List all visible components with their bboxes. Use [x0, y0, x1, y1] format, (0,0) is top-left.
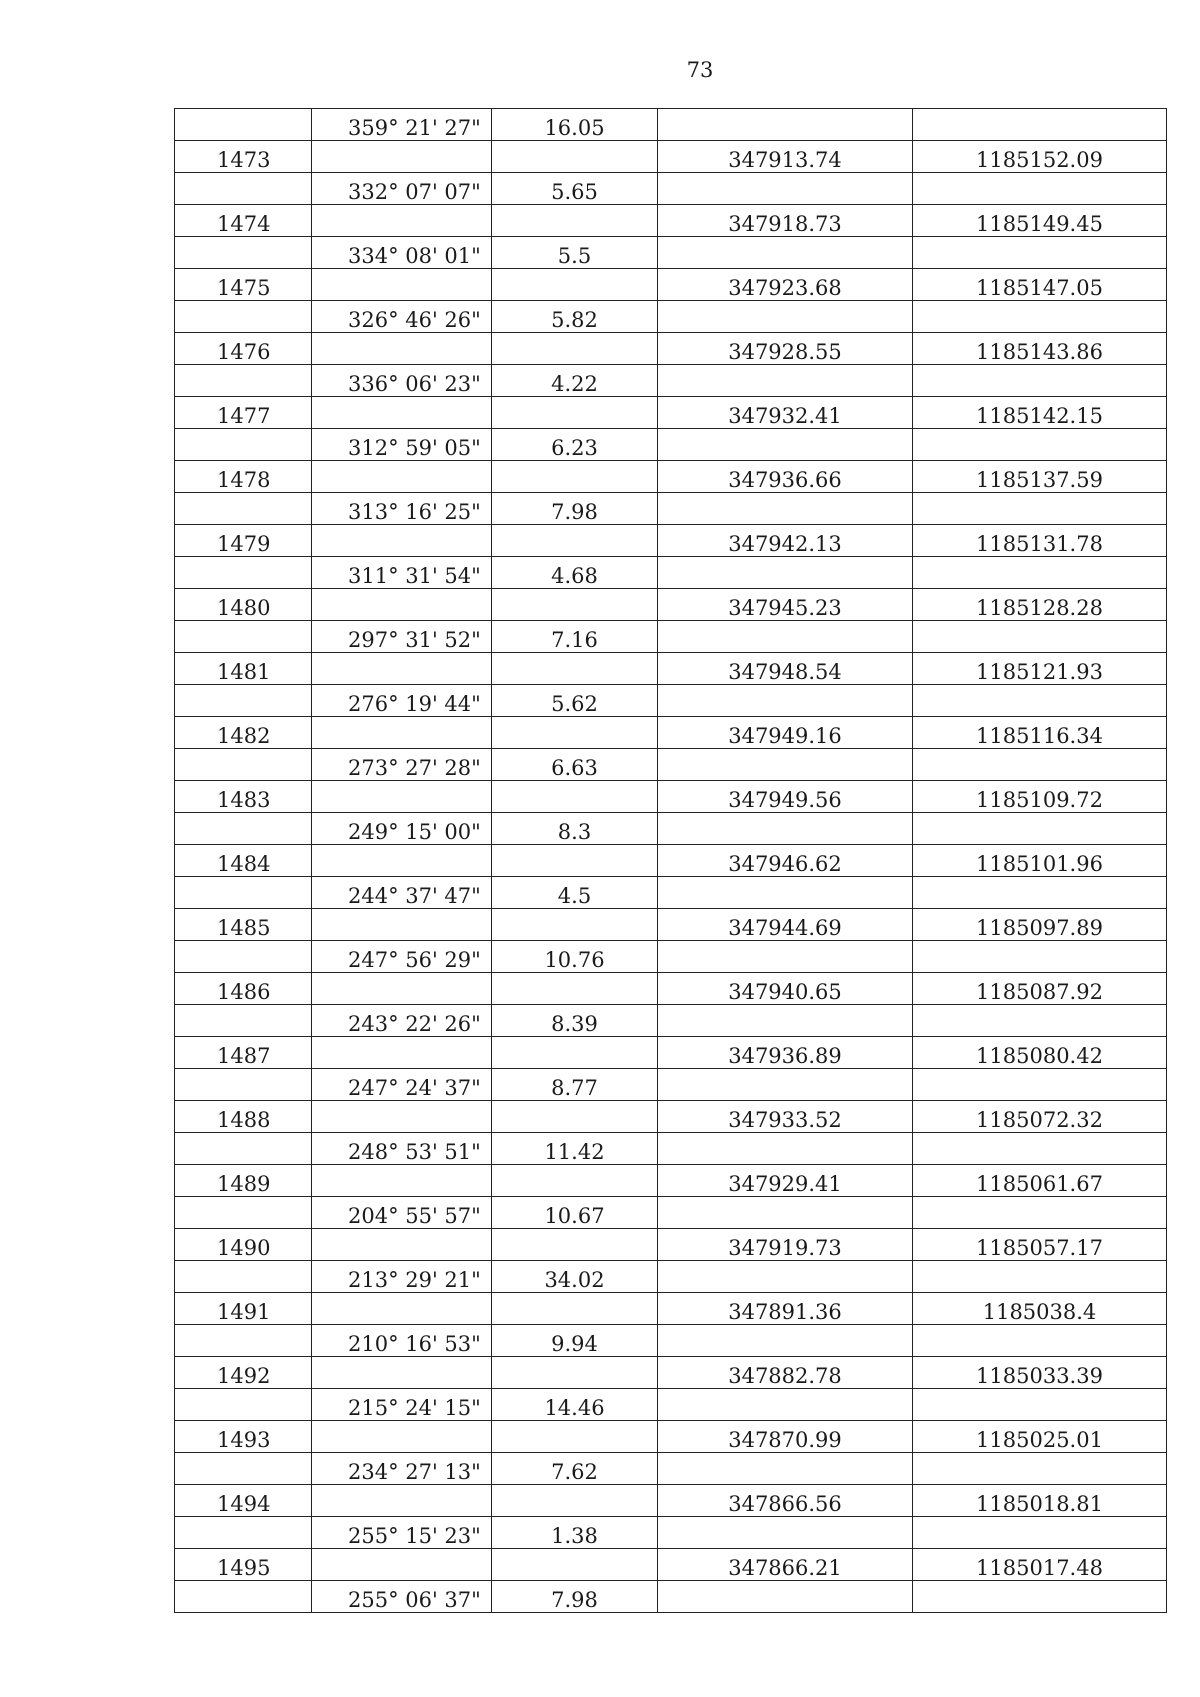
easting-cell	[658, 1133, 913, 1165]
distance-cell: 5.62	[492, 685, 658, 717]
distance-cell: 1.38	[492, 1517, 658, 1549]
bearing-cell	[312, 1165, 492, 1197]
point-cell: 1477	[175, 397, 312, 429]
bearing-row	[175, 1389, 1167, 1421]
easting-cell: 347942.13	[658, 525, 913, 557]
coordinate-row	[175, 653, 1167, 685]
coordinate-row	[175, 1357, 1167, 1389]
coordinate-row	[175, 909, 1167, 941]
bearing-row	[175, 749, 1167, 781]
northing-cell	[913, 109, 1167, 141]
distance-cell	[492, 717, 658, 749]
bearing-row	[175, 557, 1167, 589]
point-cell	[175, 941, 312, 973]
point-cell: 1475	[175, 269, 312, 301]
easting-cell	[658, 301, 913, 333]
distance-cell	[492, 397, 658, 429]
bearing-cell	[312, 845, 492, 877]
northing-cell: 1185142.15	[913, 397, 1167, 429]
point-cell: 1473	[175, 141, 312, 173]
northing-cell: 1185149.45	[913, 205, 1167, 237]
point-cell: 1488	[175, 1101, 312, 1133]
bearing-cell	[312, 1549, 492, 1581]
northing-cell: 1185097.89	[913, 909, 1167, 941]
distance-cell	[492, 973, 658, 1005]
bearing-row	[175, 1581, 1167, 1613]
coordinate-row	[175, 397, 1167, 429]
bearing-row	[175, 301, 1167, 333]
distance-cell: 5.82	[492, 301, 658, 333]
point-cell	[175, 429, 312, 461]
coordinate-row	[175, 1549, 1167, 1581]
bearing-row	[175, 429, 1167, 461]
easting-cell: 347929.41	[658, 1165, 913, 1197]
coordinate-row	[175, 973, 1167, 1005]
easting-cell: 347928.55	[658, 333, 913, 365]
point-cell	[175, 237, 312, 269]
bearing-cell: 312° 59' 05"	[312, 429, 492, 461]
bearing-cell: 311° 31' 54"	[312, 557, 492, 589]
coordinate-row	[175, 1485, 1167, 1517]
northing-cell	[913, 1389, 1167, 1421]
distance-cell	[492, 1101, 658, 1133]
point-cell: 1481	[175, 653, 312, 685]
easting-cell	[658, 237, 913, 269]
point-cell: 1484	[175, 845, 312, 877]
easting-cell	[658, 1389, 913, 1421]
easting-cell: 347932.41	[658, 397, 913, 429]
point-cell: 1487	[175, 1037, 312, 1069]
point-cell: 1494	[175, 1485, 312, 1517]
bearing-cell	[312, 1357, 492, 1389]
northing-cell	[913, 1197, 1167, 1229]
point-cell	[175, 877, 312, 909]
coordinate-row	[175, 205, 1167, 237]
easting-cell: 347923.68	[658, 269, 913, 301]
point-cell: 1483	[175, 781, 312, 813]
bearing-cell	[312, 397, 492, 429]
point-cell: 1474	[175, 205, 312, 237]
distance-cell	[492, 1421, 658, 1453]
point-cell	[175, 1517, 312, 1549]
easting-cell	[658, 1581, 913, 1613]
coordinate-row	[175, 1293, 1167, 1325]
distance-cell	[492, 1229, 658, 1261]
distance-cell: 14.46	[492, 1389, 658, 1421]
bearing-cell	[312, 1229, 492, 1261]
bearing-cell: 244° 37' 47"	[312, 877, 492, 909]
easting-cell	[658, 813, 913, 845]
northing-cell	[913, 1133, 1167, 1165]
distance-cell	[492, 1037, 658, 1069]
easting-cell: 347945.23	[658, 589, 913, 621]
northing-cell: 1185152.09	[913, 141, 1167, 173]
easting-cell: 347949.56	[658, 781, 913, 813]
easting-cell	[658, 365, 913, 397]
bearing-cell	[312, 717, 492, 749]
easting-cell: 347870.99	[658, 1421, 913, 1453]
northing-cell	[913, 621, 1167, 653]
easting-cell	[658, 621, 913, 653]
coordinate-row	[175, 845, 1167, 877]
bearing-cell	[312, 461, 492, 493]
bearing-cell	[312, 909, 492, 941]
bearing-cell	[312, 589, 492, 621]
easting-cell	[658, 1005, 913, 1037]
northing-cell	[913, 365, 1167, 397]
bearing-row	[175, 365, 1167, 397]
northing-cell: 1185109.72	[913, 781, 1167, 813]
bearing-cell	[312, 1421, 492, 1453]
bearing-row	[175, 173, 1167, 205]
easting-cell	[658, 1517, 913, 1549]
bearing-cell: 204° 55' 57"	[312, 1197, 492, 1229]
point-cell: 1490	[175, 1229, 312, 1261]
northing-cell: 1185072.32	[913, 1101, 1167, 1133]
northing-cell: 1185061.67	[913, 1165, 1167, 1197]
bearing-cell: 297° 31' 52"	[312, 621, 492, 653]
survey-coordinates-table	[174, 108, 1167, 1613]
bearing-cell: 213° 29' 21"	[312, 1261, 492, 1293]
northing-cell	[913, 493, 1167, 525]
easting-cell: 347913.74	[658, 141, 913, 173]
table-body	[175, 109, 1167, 1613]
point-cell	[175, 557, 312, 589]
northing-cell: 1185147.05	[913, 269, 1167, 301]
northing-cell	[913, 1325, 1167, 1357]
point-cell: 1482	[175, 717, 312, 749]
point-cell	[175, 1005, 312, 1037]
bearing-row	[175, 109, 1167, 141]
point-cell: 1480	[175, 589, 312, 621]
bearing-row	[175, 813, 1167, 845]
distance-cell: 5.65	[492, 173, 658, 205]
easting-cell	[658, 685, 913, 717]
easting-cell: 347944.69	[658, 909, 913, 941]
easting-cell: 347919.73	[658, 1229, 913, 1261]
northing-cell	[913, 301, 1167, 333]
easting-cell	[658, 429, 913, 461]
bearing-cell: 334° 08' 01"	[312, 237, 492, 269]
bearing-cell	[312, 973, 492, 1005]
distance-cell: 10.67	[492, 1197, 658, 1229]
point-cell: 1495	[175, 1549, 312, 1581]
bearing-row	[175, 1325, 1167, 1357]
northing-cell: 1185101.96	[913, 845, 1167, 877]
bearing-cell	[312, 1485, 492, 1517]
easting-cell	[658, 877, 913, 909]
easting-cell	[658, 1197, 913, 1229]
point-cell: 1479	[175, 525, 312, 557]
coordinate-row	[175, 1101, 1167, 1133]
point-cell	[175, 1581, 312, 1613]
coordinate-row	[175, 717, 1167, 749]
distance-cell: 7.62	[492, 1453, 658, 1485]
northing-cell: 1185131.78	[913, 525, 1167, 557]
bearing-cell: 276° 19' 44"	[312, 685, 492, 717]
distance-cell	[492, 461, 658, 493]
point-cell	[175, 1069, 312, 1101]
coordinate-row	[175, 461, 1167, 493]
easting-cell: 347946.62	[658, 845, 913, 877]
northing-cell	[913, 1005, 1167, 1037]
point-cell	[175, 685, 312, 717]
northing-cell: 1185038.4	[913, 1293, 1167, 1325]
bearing-cell: 243° 22' 26"	[312, 1005, 492, 1037]
northing-cell	[913, 557, 1167, 589]
distance-cell	[492, 589, 658, 621]
bearing-cell: 247° 24' 37"	[312, 1069, 492, 1101]
northing-cell: 1185025.01	[913, 1421, 1167, 1453]
easting-cell	[658, 557, 913, 589]
distance-cell: 6.63	[492, 749, 658, 781]
point-cell: 1491	[175, 1293, 312, 1325]
coordinate-row	[175, 1229, 1167, 1261]
northing-cell: 1185080.42	[913, 1037, 1167, 1069]
coordinate-row	[175, 781, 1167, 813]
easting-cell: 347933.52	[658, 1101, 913, 1133]
easting-cell	[658, 1325, 913, 1357]
point-cell	[175, 1453, 312, 1485]
bearing-cell: 332° 07' 07"	[312, 173, 492, 205]
distance-cell	[492, 333, 658, 365]
easting-cell: 347940.65	[658, 973, 913, 1005]
easting-cell	[658, 941, 913, 973]
point-cell	[175, 749, 312, 781]
bearing-row	[175, 685, 1167, 717]
distance-cell	[492, 1549, 658, 1581]
coordinate-row	[175, 589, 1167, 621]
northing-cell	[913, 877, 1167, 909]
bearing-cell: 249° 15' 00"	[312, 813, 492, 845]
point-cell	[175, 493, 312, 525]
northing-cell	[913, 1453, 1167, 1485]
point-cell: 1489	[175, 1165, 312, 1197]
coordinate-row	[175, 525, 1167, 557]
northing-cell: 1185121.93	[913, 653, 1167, 685]
bearing-cell: 247° 56' 29"	[312, 941, 492, 973]
easting-cell: 347882.78	[658, 1357, 913, 1389]
easting-cell: 347866.56	[658, 1485, 913, 1517]
point-cell	[175, 365, 312, 397]
bearing-cell: 273° 27' 28"	[312, 749, 492, 781]
distance-cell	[492, 141, 658, 173]
coordinate-row	[175, 1037, 1167, 1069]
bearing-row	[175, 1005, 1167, 1037]
bearing-row	[175, 877, 1167, 909]
bearing-cell	[312, 269, 492, 301]
point-cell	[175, 109, 312, 141]
point-cell	[175, 1133, 312, 1165]
northing-cell	[913, 1261, 1167, 1293]
point-cell: 1493	[175, 1421, 312, 1453]
bearing-cell	[312, 1037, 492, 1069]
bearing-cell: 313° 16' 25"	[312, 493, 492, 525]
bearing-row	[175, 237, 1167, 269]
easting-cell	[658, 749, 913, 781]
bearing-row	[175, 1069, 1167, 1101]
distance-cell: 7.98	[492, 493, 658, 525]
coordinate-row	[175, 1421, 1167, 1453]
bearing-cell: 255° 06' 37"	[312, 1581, 492, 1613]
easting-cell: 347949.16	[658, 717, 913, 749]
easting-cell	[658, 109, 913, 141]
northing-cell	[913, 813, 1167, 845]
bearing-cell: 326° 46' 26"	[312, 301, 492, 333]
northing-cell	[913, 749, 1167, 781]
distance-cell	[492, 269, 658, 301]
bearing-cell: 215° 24' 15"	[312, 1389, 492, 1421]
distance-cell: 8.77	[492, 1069, 658, 1101]
easting-cell: 347866.21	[658, 1549, 913, 1581]
point-cell	[175, 301, 312, 333]
bearing-row	[175, 621, 1167, 653]
northing-cell	[913, 941, 1167, 973]
distance-cell: 4.68	[492, 557, 658, 589]
bearing-cell	[312, 525, 492, 557]
distance-cell: 4.22	[492, 365, 658, 397]
distance-cell: 11.42	[492, 1133, 658, 1165]
northing-cell	[913, 1069, 1167, 1101]
northing-cell	[913, 429, 1167, 461]
easting-cell: 347936.66	[658, 461, 913, 493]
point-cell	[175, 621, 312, 653]
northing-cell	[913, 173, 1167, 205]
bearing-cell: 248° 53' 51"	[312, 1133, 492, 1165]
distance-cell	[492, 1165, 658, 1197]
bearing-row	[175, 941, 1167, 973]
bearing-row	[175, 493, 1167, 525]
bearing-cell	[312, 141, 492, 173]
northing-cell: 1185137.59	[913, 461, 1167, 493]
distance-cell: 34.02	[492, 1261, 658, 1293]
northing-cell: 1185018.81	[913, 1485, 1167, 1517]
distance-cell	[492, 781, 658, 813]
point-cell: 1478	[175, 461, 312, 493]
northing-cell: 1185143.86	[913, 333, 1167, 365]
bearing-cell	[312, 1101, 492, 1133]
easting-cell	[658, 1261, 913, 1293]
easting-cell: 347936.89	[658, 1037, 913, 1069]
bearing-cell: 210° 16' 53"	[312, 1325, 492, 1357]
northing-cell	[913, 237, 1167, 269]
point-cell: 1486	[175, 973, 312, 1005]
page-number: 73	[686, 58, 714, 82]
northing-cell	[913, 1581, 1167, 1613]
coordinate-row	[175, 141, 1167, 173]
point-cell: 1476	[175, 333, 312, 365]
bearing-row	[175, 1197, 1167, 1229]
distance-cell: 7.16	[492, 621, 658, 653]
distance-cell	[492, 1357, 658, 1389]
bearing-row	[175, 1133, 1167, 1165]
point-cell	[175, 1261, 312, 1293]
point-cell: 1485	[175, 909, 312, 941]
point-cell	[175, 1197, 312, 1229]
bearing-row	[175, 1453, 1167, 1485]
distance-cell	[492, 653, 658, 685]
distance-cell: 4.5	[492, 877, 658, 909]
point-cell	[175, 173, 312, 205]
easting-cell: 347891.36	[658, 1293, 913, 1325]
distance-cell	[492, 909, 658, 941]
northing-cell: 1185057.17	[913, 1229, 1167, 1261]
distance-cell: 8.39	[492, 1005, 658, 1037]
bearing-row	[175, 1261, 1167, 1293]
distance-cell: 8.3	[492, 813, 658, 845]
point-cell: 1492	[175, 1357, 312, 1389]
bearing-cell	[312, 205, 492, 237]
distance-cell: 5.5	[492, 237, 658, 269]
distance-cell	[492, 1485, 658, 1517]
bearing-cell	[312, 781, 492, 813]
bearing-cell	[312, 1293, 492, 1325]
bearing-cell: 255° 15' 23"	[312, 1517, 492, 1549]
distance-cell: 10.76	[492, 941, 658, 973]
bearing-cell	[312, 653, 492, 685]
northing-cell: 1185128.28	[913, 589, 1167, 621]
distance-cell	[492, 1293, 658, 1325]
easting-cell: 347918.73	[658, 205, 913, 237]
distance-cell	[492, 205, 658, 237]
northing-cell: 1185033.39	[913, 1357, 1167, 1389]
easting-cell	[658, 1069, 913, 1101]
easting-cell	[658, 173, 913, 205]
northing-cell: 1185017.48	[913, 1549, 1167, 1581]
bearing-cell: 336° 06' 23"	[312, 365, 492, 397]
coordinate-row	[175, 269, 1167, 301]
point-cell	[175, 813, 312, 845]
northing-cell	[913, 685, 1167, 717]
northing-cell: 1185116.34	[913, 717, 1167, 749]
distance-cell: 6.23	[492, 429, 658, 461]
distance-cell	[492, 525, 658, 557]
distance-cell	[492, 845, 658, 877]
easting-cell: 347948.54	[658, 653, 913, 685]
easting-cell	[658, 1453, 913, 1485]
bearing-cell: 234° 27' 13"	[312, 1453, 492, 1485]
distance-cell: 16.05	[492, 109, 658, 141]
northing-cell: 1185087.92	[913, 973, 1167, 1005]
coordinate-row	[175, 1165, 1167, 1197]
point-cell	[175, 1325, 312, 1357]
bearing-cell	[312, 333, 492, 365]
distance-cell: 7.98	[492, 1581, 658, 1613]
bearing-cell: 359° 21' 27"	[312, 109, 492, 141]
coordinate-row	[175, 333, 1167, 365]
bearing-row	[175, 1517, 1167, 1549]
distance-cell: 9.94	[492, 1325, 658, 1357]
northing-cell	[913, 1517, 1167, 1549]
point-cell	[175, 1389, 312, 1421]
easting-cell	[658, 493, 913, 525]
